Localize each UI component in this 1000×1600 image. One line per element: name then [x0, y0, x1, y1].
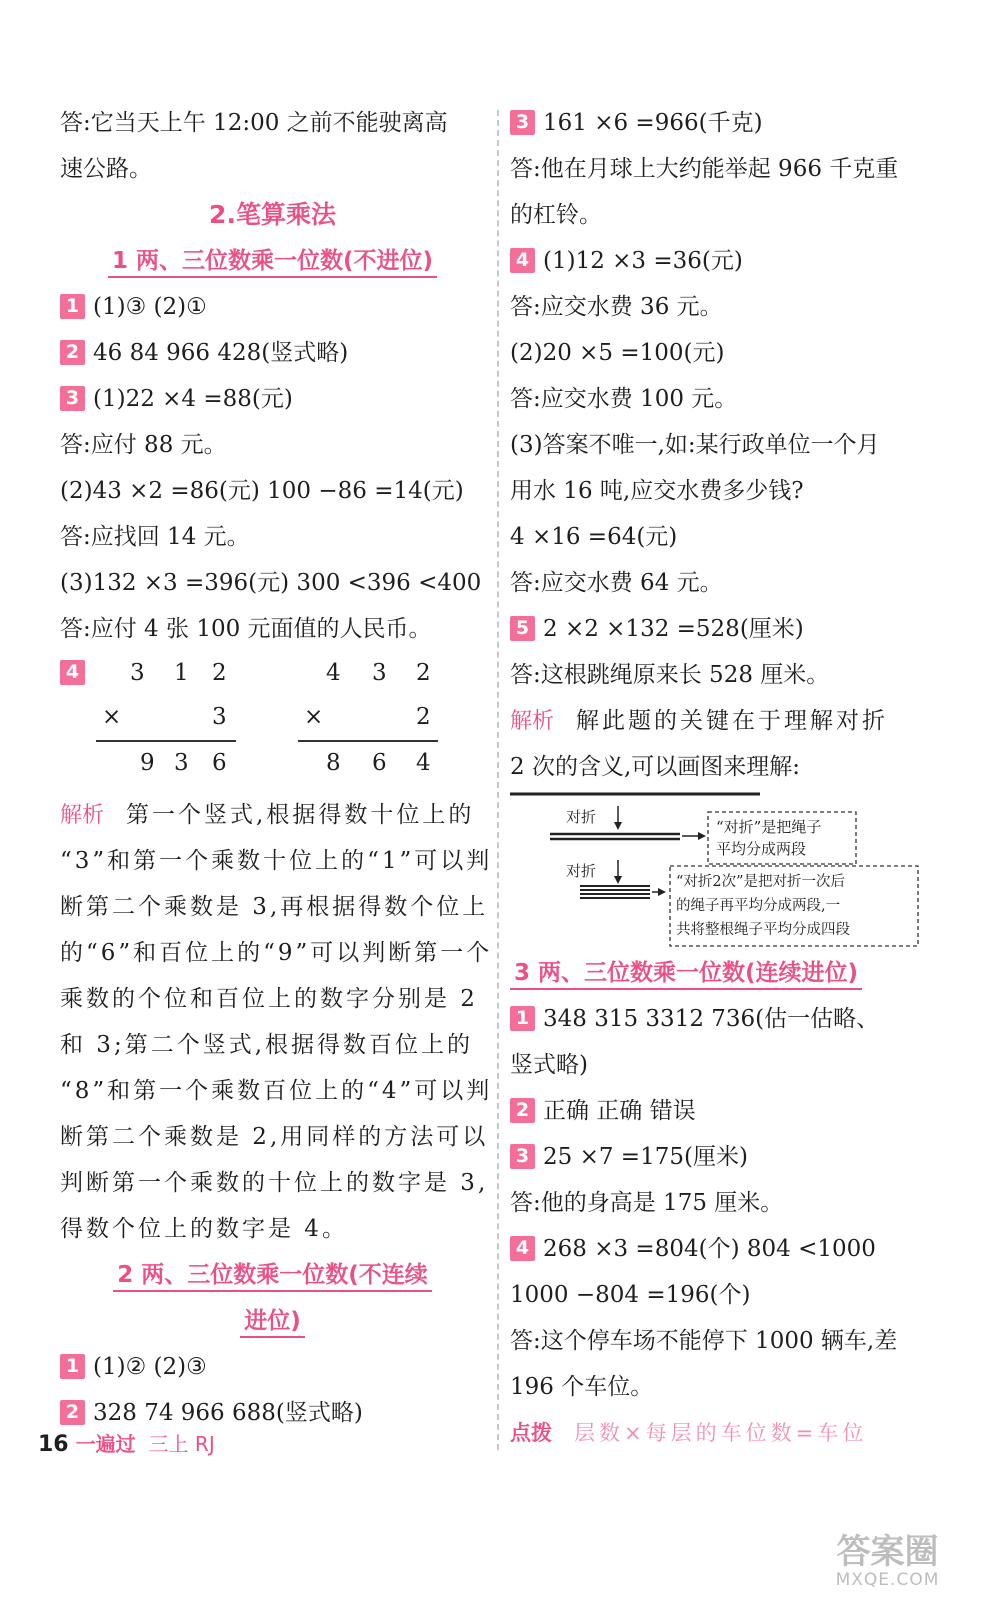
question-number: 2 [60, 1400, 85, 1425]
question-number: 3 [60, 386, 85, 411]
answer-line: (2)43 ×2 =86(元) 100 −86 =14(元) [60, 478, 464, 504]
question-number: 4 [510, 1236, 535, 1261]
fold-label-1: 对折 [566, 808, 597, 826]
digit: 3 [372, 660, 387, 686]
analysis-block: 解析 第一个竖式,根据得数十位上的 “3”和第一个乘数十位上的“1”可以判 断第二个乘数是 3,再根据得数个位上 的“6”和百位上的“9”可以判断第一个 乘数的个位和百位上的数字分别是 2 和 3;第二个竖式,根据得数百位上的 “8”和第一个乘数百位上的“4”可以判 断第二个乘数是 2,用同样的方法可以 判断第一个乘数的十位上的数字是 3, 得数个位上的数字是 4。 [60, 802, 493, 1242]
digit: 2 [212, 660, 227, 686]
question-5: 5 2 ×2 ×132 =528(厘米) [510, 606, 940, 652]
answer-line: 4 ×16 =64(元) [510, 524, 678, 550]
section-title: 2.笔算乘法 [209, 200, 336, 229]
note-1-line-1: “对折”是把绳子 [716, 818, 822, 836]
question-number: 1 [510, 1006, 535, 1031]
digit: 3 [130, 660, 145, 686]
question-3: 3 161 ×6 =966(千克) [510, 100, 940, 146]
answer-line: 答:应交水费 36 元。 [510, 294, 723, 320]
answer-line: 答:应交水费 100 元。 [510, 386, 738, 412]
answer-line: 196 个车位。 [510, 1374, 654, 1400]
question-number: 4 [60, 660, 85, 685]
question-3: 3 (1)22 ×4 =88(元) [60, 376, 485, 422]
note-2-line-2: 的绳子再平均分成两段,一 [676, 898, 841, 914]
digit: 1 [174, 660, 189, 686]
left-column [60, 100, 493, 1436]
folding-diagram-svg [510, 790, 940, 950]
question-2: 2 328 74 966 688(竖式略) [60, 1390, 485, 1436]
note-2-line-1: “对折2次”是把对折一次后 [676, 874, 846, 890]
analysis-label: 解析 [510, 709, 555, 734]
fold-label-2: 对折 [566, 862, 597, 880]
answer-line: (2)20 ×5 =100(元) [510, 340, 725, 366]
digit: 2 [416, 660, 431, 686]
answer-line: 用水 16 吨,应交水费多少钱? [510, 478, 804, 504]
tip-label: 点拨 [510, 1421, 552, 1445]
page-number: 16 [38, 1432, 69, 1457]
answer-line: 答:应交水费 64 元。 [510, 570, 723, 596]
grade-label: 三上 RJ [148, 1432, 215, 1456]
answer-line: 答:他在月球上大约能举起 966 千克重 [510, 156, 899, 182]
answer-line: 1000 −804 =196(个) [510, 1282, 751, 1308]
question-number: 5 [510, 616, 535, 641]
analysis-line: 解析 解此题的关键在于理解对折 [510, 708, 889, 734]
answer-line: 答:他的身高是 175 厘米。 [510, 1190, 784, 1216]
subsection-title-cont: 进位) [60, 1298, 485, 1344]
calc-rule [298, 740, 438, 742]
question-1: 1 348 315 3312 736(估一估略、 [510, 996, 940, 1042]
answer-line: 答:它当天上午 12:00 之前不能驶离高 [60, 110, 448, 136]
digit: 3 [174, 750, 189, 776]
question-1: 1 (1)③ (2)① [60, 284, 485, 330]
subsection-title: 2 两、三位数乘一位数(不连续 [60, 1252, 485, 1298]
question-number: 3 [510, 110, 535, 135]
note-2-line-3: 共将整根绳子平均分成四段 [676, 922, 850, 938]
digit: 4 [326, 660, 341, 686]
question-2: 2 正确 正确 错误 [510, 1088, 940, 1134]
answer-line: 答:应付 4 张 100 元面值的人民币。 [60, 616, 432, 642]
watermark: 答案圈 MXQE.COM [835, 1532, 940, 1590]
question-number: 2 [60, 340, 85, 365]
question-number: 2 [510, 1098, 535, 1123]
digit: 4 [416, 750, 431, 776]
digit: 3 [212, 704, 227, 730]
column-divider [497, 110, 499, 1450]
brand-logo: 一遍过 [75, 1432, 136, 1456]
answer-line: 速公路。 [60, 156, 152, 182]
vertical-calculations [60, 652, 485, 792]
answer-line: 竖式略) [510, 1052, 588, 1078]
answer-line: (3)132 ×3 =396(元) 300 <396 <400 [60, 570, 482, 596]
answer-line: (3)答案不唯一,如:某行政单位一个月 [510, 432, 880, 458]
question-number: 1 [60, 1354, 85, 1379]
answer-line: 答:应找回 14 元。 [60, 524, 250, 550]
digit: 8 [326, 750, 341, 776]
question-1: 1 (1)② (2)③ [60, 1344, 485, 1390]
calc-rule [96, 740, 236, 742]
page-footer [38, 1428, 215, 1457]
digit: 6 [372, 750, 387, 776]
times-sign: × [102, 704, 122, 730]
digit: 6 [212, 750, 227, 776]
question-4: 4 268 ×3 =804(个) 804 <1000 [510, 1226, 940, 1272]
question-number: 1 [60, 294, 85, 319]
question-4: 4 (1)12 ×3 =36(元) [510, 238, 940, 284]
subsection-title: 1 两、三位数乘一位数(不进位) [60, 238, 485, 284]
times-sign: × [304, 704, 324, 730]
answer-line: 答:这根跳绳原来长 528 厘米。 [510, 662, 830, 688]
subsection-title: 3 两、三位数乘一位数(连续进位) [510, 950, 940, 996]
question-2: 2 46 84 966 428(竖式略) [60, 330, 485, 376]
question-3: 3 25 ×7 =175(厘米) [510, 1134, 940, 1180]
digit: 2 [416, 704, 431, 730]
question-number: 3 [510, 1144, 535, 1169]
answer-line: 的杠铃。 [510, 202, 602, 228]
analysis-label: 解析 [60, 803, 105, 828]
answer-line: 答:应付 88 元。 [60, 432, 227, 458]
tip-line: 点拨 层数×每层的车位数=车位 [510, 1421, 868, 1445]
note-1-line-2: 平均分成两段 [716, 840, 807, 858]
right-column [510, 100, 940, 1456]
digit: 9 [140, 750, 155, 776]
answer-line: 答:这个停车场不能停下 1000 辆车,差 [510, 1328, 898, 1354]
question-number: 4 [510, 248, 535, 273]
analysis-line: 2 次的含义,可以画图来理解: [510, 754, 801, 780]
folding-diagram [510, 790, 940, 950]
